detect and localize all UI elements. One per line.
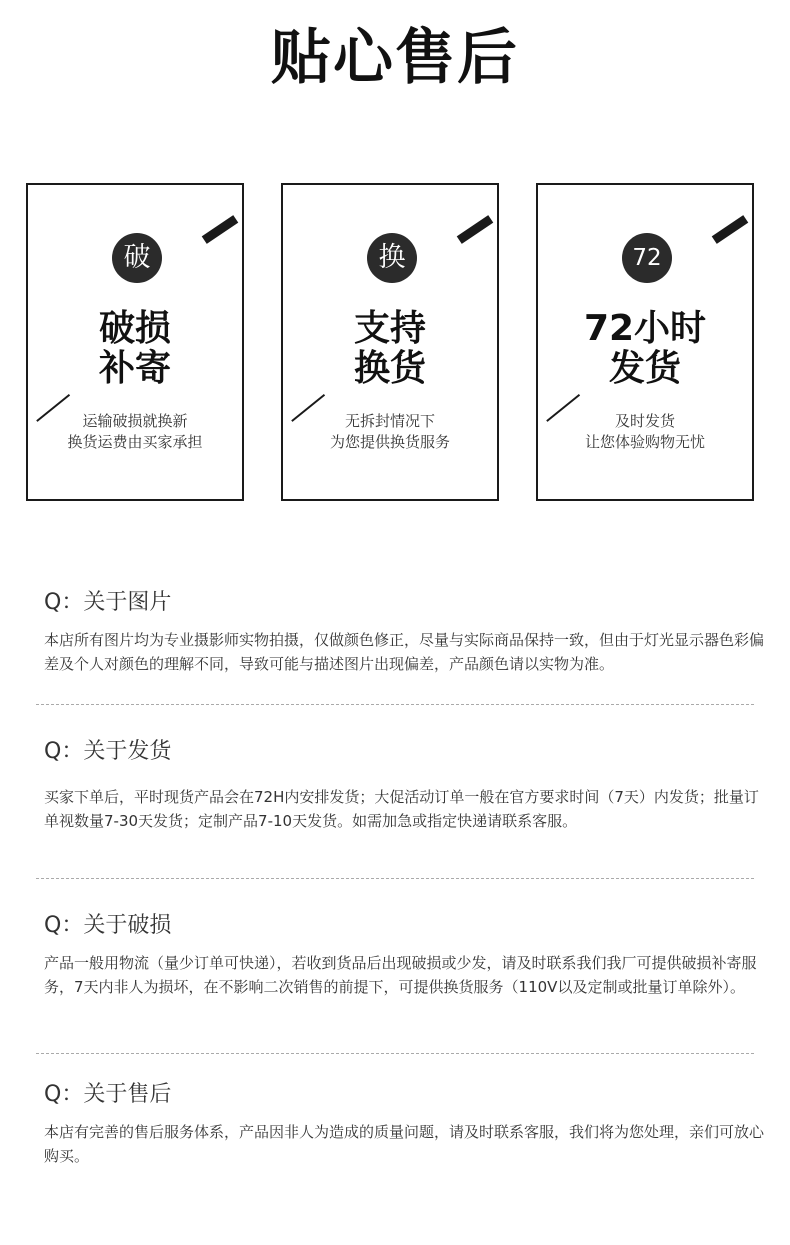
faq-answer: 买家下单后，平时现货产品会在72H内安排发货；大促活动订单一般在官方要求时间（7天）内发货；批量订单视数量7-30天发货；定制产品7-10天发货。如需加急或指定快递请联系客服。 xyxy=(44,788,759,830)
page-title: 贴心售后 xyxy=(271,23,519,93)
faq-question: Q：关于发货 xyxy=(44,739,172,764)
card-title: 破损 补寄 xyxy=(98,308,171,389)
faq-item-damage xyxy=(44,911,764,999)
faq-question: Q：关于破损 xyxy=(44,913,172,938)
card-description: 及时发货 让您体验购物无忧 xyxy=(584,412,705,451)
card-badge: 破 xyxy=(112,233,162,283)
card-description: 无拆封情况下 为您提供换货服务 xyxy=(329,412,450,451)
faq-answer: 本店所有图片均为专业摄影师实物拍摄，仅做颜色修正，尽量与实际商品保持一致，但由于灯光显示器色彩偏差及个人对颜色的理解不同，导致可能与描述图片出现偏差，产品颜色请以实物为准。 xyxy=(44,631,765,673)
card-title: 支持 换货 xyxy=(353,308,426,389)
faq-question: Q：关于图片 xyxy=(44,590,172,615)
dashed-divider xyxy=(36,878,754,879)
faq-question: Q：关于售后 xyxy=(44,1082,172,1107)
faq-answer: 产品一般用物流（量少订单可快递），若收到货品后出现破损或少发，请及时联系我们我厂可提供破损补寄服务，7天内非人为损坏，在不影响二次销售的前提下，可提供换货服务（110V以及定制或批量订单除外）。 xyxy=(44,954,757,996)
card-title: 72小时 发货 xyxy=(583,308,707,389)
faq-item-shipping xyxy=(44,737,764,833)
card-badge: 72 xyxy=(622,233,672,283)
faq-item-after-sales xyxy=(44,1080,764,1168)
faq-item-photos xyxy=(44,588,764,676)
dashed-divider xyxy=(36,704,754,705)
dashed-divider xyxy=(36,1053,754,1054)
card-description: 运输破损就换新 换货运费由买家承担 xyxy=(67,412,203,451)
faq-answer: 本店有完善的售后服务体系，产品因非人为造成的质量问题，请及时联系客服，我们将为您处理，亲们可放心购买。 xyxy=(44,1123,765,1165)
card-badge: 换 xyxy=(367,233,417,283)
